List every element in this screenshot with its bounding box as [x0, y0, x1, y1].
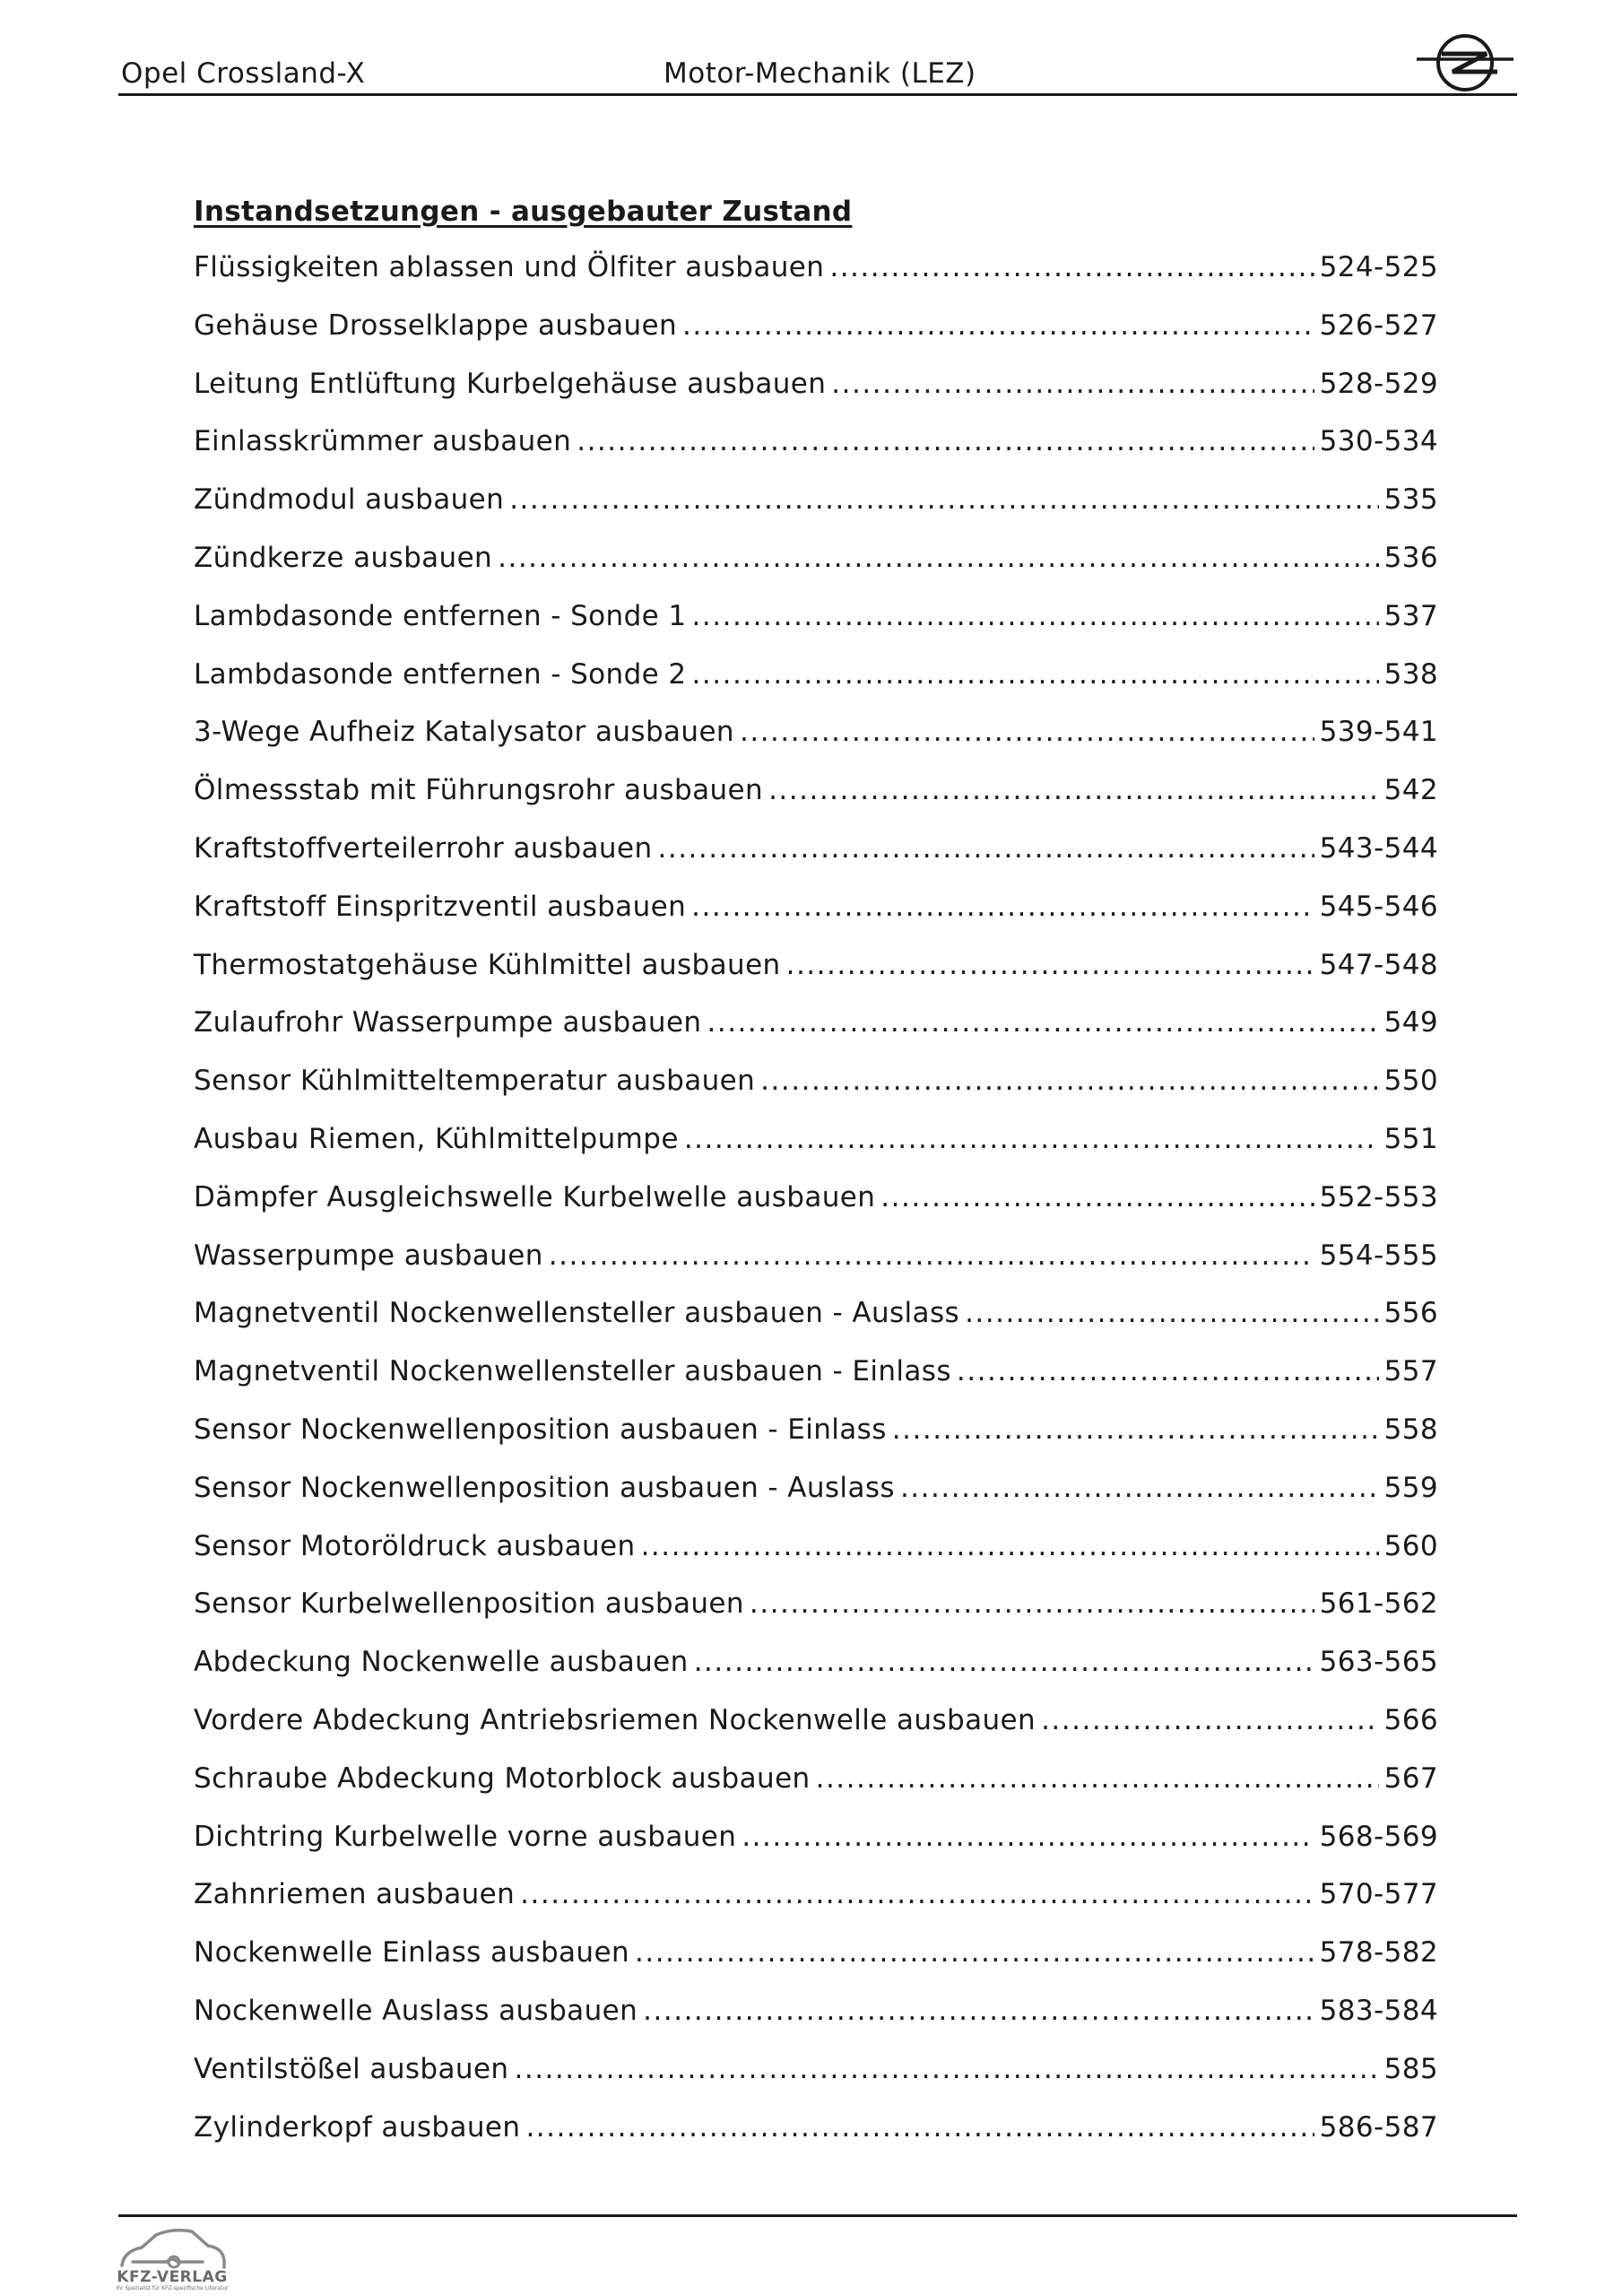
toc-entry-title: Lambdasonde entfernen - Sonde 1: [194, 599, 687, 632]
toc-entry[interactable]: [194, 1936, 1438, 1995]
toc-entry-page: 551: [1383, 1122, 1438, 1155]
toc-entry-title: Gehäuse Drosselklappe ausbauen: [194, 309, 678, 342]
toc-entry-page: 559: [1383, 1471, 1438, 1504]
toc-entry-title: Flüssigkeiten ablassen und Ölfiter ausbauen: [194, 251, 825, 283]
toc-entry[interactable]: [194, 1704, 1438, 1762]
toc-entry[interactable]: [194, 425, 1438, 483]
toc-dot-leader: [786, 949, 1314, 981]
toc-entry-page: 538: [1383, 657, 1438, 691]
toc-entry-title: Sensor Kühlmitteltemperatur ausbauen: [194, 1065, 756, 1098]
toc-dot-leader: [742, 1821, 1314, 1853]
toc-dot-leader: [549, 1239, 1314, 1272]
toc-entry[interactable]: [194, 1530, 1438, 1588]
toc-entry-title: Schraube Abdeckung Motorblock ausbauen: [194, 1761, 811, 1795]
toc-entry[interactable]: [194, 1006, 1438, 1065]
toc-entry-title: Zulaufrohr Wasserpumpe ausbauen: [194, 1006, 702, 1039]
toc-entry[interactable]: [194, 1646, 1438, 1704]
toc-entry-page: 585: [1383, 2052, 1438, 2085]
toc-entry-page: 554-555: [1319, 1239, 1438, 1272]
toc-dot-leader: [514, 2053, 1378, 2085]
toc-entry-page: 570-577: [1319, 1878, 1438, 1911]
toc-entry[interactable]: [194, 2053, 1438, 2111]
toc-dot-leader: [760, 1065, 1378, 1097]
toc-entry-title: Nockenwelle Einlass ausbauen: [194, 1936, 629, 1970]
toc-entry-title: Zahnriemen ausbauen: [194, 1878, 516, 1911]
table-of-contents: [194, 251, 1438, 2169]
toc-entry-title: Kraftstoffverteilerrohr ausbauen: [194, 831, 653, 865]
toc-entry-title: Abdeckung Nockenwelle ausbauen: [194, 1646, 689, 1679]
toc-dot-leader: [831, 368, 1314, 400]
section-heading: Instandsetzungen - ausgebauter Zustand: [194, 196, 853, 228]
toc-dot-leader: [900, 1472, 1379, 1504]
toc-entry-title: Vordere Abdeckung Antriebsriemen Nockenwelle ausbauen: [194, 1703, 1037, 1736]
toc-entry-title: Sensor Motoröldruck ausbauen: [194, 1529, 636, 1562]
toc-entry[interactable]: [194, 2111, 1438, 2170]
toc-dot-leader: [750, 1587, 1314, 1620]
toc-entry-page: 560: [1383, 1529, 1438, 1562]
toc-entry-page: 556: [1383, 1297, 1438, 1330]
toc-entry-page: 578-582: [1319, 1936, 1438, 1970]
toc-entry-title: Ventilstößel ausbauen: [194, 2052, 509, 2085]
toc-dot-leader: [692, 600, 1379, 632]
toc-entry-page: 535: [1383, 483, 1438, 517]
toc-entry[interactable]: [194, 1355, 1438, 1413]
toc-entry-title: Dichtring Kurbelwelle vorne ausbauen: [194, 1820, 737, 1853]
toc-dot-leader: [740, 716, 1314, 748]
toc-dot-leader: [691, 891, 1314, 923]
toc-entry-title: Magnetventil Nockenwellensteller ausbauen - Auslass: [194, 1297, 960, 1330]
toc-dot-leader: [635, 1936, 1314, 1969]
toc-entry[interactable]: [194, 1297, 1438, 1355]
toc-entry-page: 530-534: [1319, 425, 1438, 458]
toc-entry[interactable]: [194, 542, 1438, 600]
toc-dot-leader: [577, 425, 1314, 457]
toc-entry-title: Nockenwelle Auslass ausbauen: [194, 1994, 638, 2027]
toc-entry[interactable]: [194, 1995, 1438, 2053]
toc-entry-page: 567: [1383, 1761, 1438, 1795]
toc-entry-page: 563-565: [1319, 1646, 1438, 1679]
footer-divider: [118, 2214, 1517, 2217]
toc-entry-title: Wasserpumpe ausbauen: [194, 1239, 543, 1272]
toc-entry[interactable]: [194, 483, 1438, 542]
header-chapter-title: Motor-Mechanik (LEZ): [664, 57, 976, 90]
toc-dot-leader: [707, 1006, 1378, 1039]
toc-entry[interactable]: [194, 309, 1438, 368]
toc-entry-page: 545-546: [1319, 890, 1438, 923]
toc-dot-leader: [641, 1530, 1379, 1562]
toc-entry-title: Sensor Kurbelwellenposition ausbauen: [194, 1587, 744, 1621]
toc-entry[interactable]: [194, 1472, 1438, 1530]
toc-entry-page: 550: [1383, 1065, 1438, 1098]
toc-dot-leader: [684, 1123, 1379, 1155]
toc-entry-title: Sensor Nockenwellenposition ausbauen - Auslass: [194, 1471, 895, 1504]
toc-entry[interactable]: [194, 1065, 1438, 1123]
toc-dot-leader: [1041, 1704, 1379, 1736]
toc-entry-title: Zylinderkopf ausbauen: [194, 2110, 521, 2144]
toc-entry-title: 3-Wege Aufheiz Katalysator ausbauen: [194, 716, 734, 749]
toc-entry-title: Lambdasonde entfernen - Sonde 2: [194, 657, 687, 691]
toc-entry[interactable]: [194, 891, 1438, 949]
footer-publisher-tagline: Ihr Spezialist für KFZ-spezifische Literatur: [116, 2285, 229, 2292]
toc-dot-leader: [829, 251, 1314, 283]
toc-entry-title: Einlasskrümmer ausbauen: [194, 425, 572, 458]
toc-entry-title: Dämpfer Ausgleichswelle Kurbelwelle ausbauen: [194, 1180, 876, 1213]
toc-entry-title: Ölmessstab mit Führungsrohr ausbauen: [194, 774, 764, 807]
toc-entry-page: 543-544: [1319, 831, 1438, 865]
toc-entry[interactable]: [194, 1239, 1438, 1298]
toc-entry-page: 542: [1383, 774, 1438, 807]
toc-entry-page: 547-548: [1319, 948, 1438, 981]
toc-entry-title: Ausbau Riemen, Kühlmittelpumpe: [194, 1122, 679, 1155]
toc-entry-page: 568-569: [1319, 1820, 1438, 1853]
toc-entry-page: 557: [1383, 1355, 1438, 1388]
toc-entry[interactable]: [194, 716, 1438, 774]
toc-entry-page: 586-587: [1319, 2110, 1438, 2144]
toc-entry[interactable]: [194, 658, 1438, 717]
toc-entry-title: Kraftstoff Einspritzventil ausbauen: [194, 890, 687, 923]
toc-entry-title: Leitung Entlüftung Kurbelgehäuse ausbauen: [194, 367, 827, 400]
toc-dot-leader: [816, 1762, 1379, 1795]
toc-entry[interactable]: [194, 1413, 1438, 1472]
toc-dot-leader: [682, 309, 1314, 342]
toc-entry[interactable]: [194, 1878, 1438, 1936]
toc-entry[interactable]: [194, 368, 1438, 426]
toc-entry-page: 539-541: [1319, 716, 1438, 749]
header-divider: [118, 93, 1517, 96]
toc-entry[interactable]: [194, 1181, 1438, 1239]
toc-entry-page: 528-529: [1319, 367, 1438, 400]
toc-dot-leader: [658, 832, 1314, 865]
toc-dot-leader: [957, 1355, 1379, 1387]
toc-entry-page: 558: [1383, 1413, 1438, 1446]
toc-entry[interactable]: [194, 1123, 1438, 1181]
toc-dot-leader: [509, 483, 1378, 516]
toc-dot-leader: [643, 1995, 1314, 2027]
toc-entry[interactable]: [194, 774, 1438, 832]
toc-dot-leader: [768, 774, 1379, 806]
toc-entry[interactable]: [194, 251, 1438, 309]
toc-entry-title: Zündmodul ausbauen: [194, 483, 505, 517]
toc-entry-title: Sensor Nockenwellenposition ausbauen - Einlass: [194, 1413, 887, 1446]
toc-entry[interactable]: [194, 832, 1438, 891]
opel-blitz-icon: [1415, 27, 1515, 97]
toc-dot-leader: [694, 1646, 1314, 1678]
toc-entry-title: Magnetventil Nockenwellensteller ausbauen - Einlass: [194, 1355, 951, 1388]
toc-entry-page: 536: [1383, 541, 1438, 574]
toc-entry-page: 526-527: [1319, 309, 1438, 342]
toc-dot-leader: [965, 1297, 1379, 1329]
toc-entry[interactable]: [194, 1821, 1438, 1879]
footer-publisher-name: KFZ-VERLAG: [117, 2268, 228, 2286]
toc-entry-page: 552-553: [1319, 1180, 1438, 1213]
toc-dot-leader: [520, 1878, 1314, 1910]
toc-entry[interactable]: [194, 600, 1438, 658]
toc-entry[interactable]: [194, 1587, 1438, 1646]
toc-entry-page: 561-562: [1319, 1587, 1438, 1621]
toc-entry-title: Thermostatgehäuse Kühlmittel ausbauen: [194, 948, 781, 981]
toc-entry-page: 566: [1383, 1703, 1438, 1736]
toc-entry-page: 537: [1383, 599, 1438, 632]
toc-entry-page: 549: [1383, 1006, 1438, 1039]
toc-dot-leader: [498, 542, 1379, 574]
header-vehicle-title: Opel Crossland-X: [121, 57, 366, 90]
toc-entry-page: 583-584: [1319, 1994, 1438, 2027]
toc-entry[interactable]: [194, 949, 1438, 1007]
toc-entry-title: Zündkerze ausbauen: [194, 541, 493, 574]
toc-entry[interactable]: [194, 1762, 1438, 1821]
toc-dot-leader: [692, 658, 1379, 691]
toc-entry-page: 524-525: [1319, 251, 1438, 283]
toc-dot-leader: [525, 2111, 1314, 2144]
toc-dot-leader: [892, 1413, 1379, 1446]
toc-dot-leader: [880, 1181, 1314, 1213]
